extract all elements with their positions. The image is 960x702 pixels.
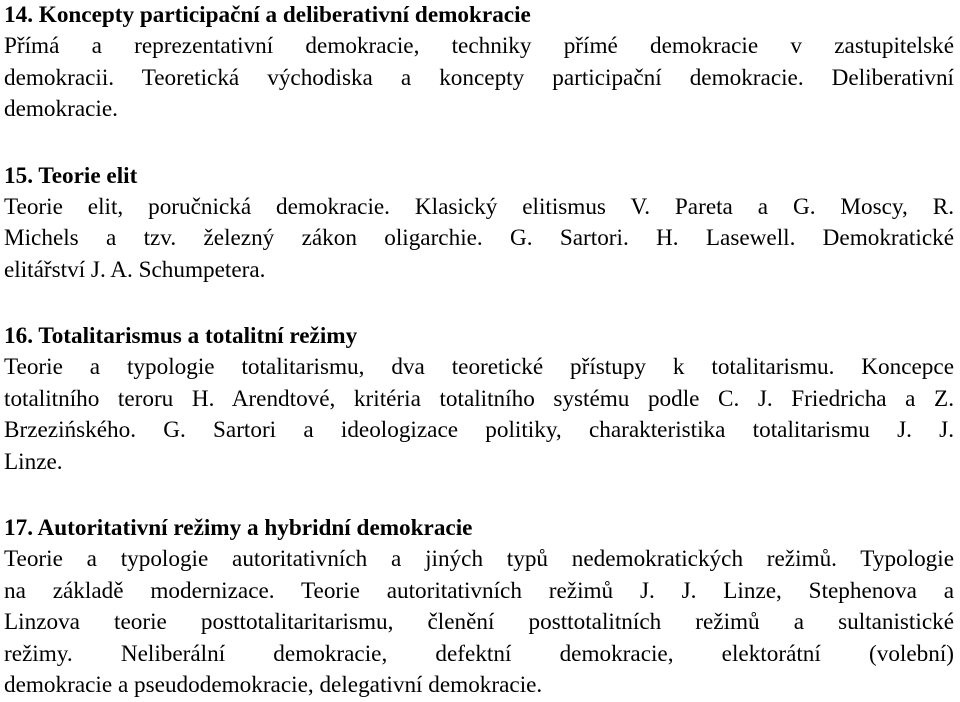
paragraph-line: elitářství J. A. Schumpetera. [4,256,266,283]
paragraph-line: Linze. [4,448,63,475]
paragraph-line: Přímá a reprezentativní demokracie, techniky přímé demokracie v zastupitelské [4,33,954,59]
section-15 [4,161,954,287]
paragraph-line: režimy. Neliberální demokracie, defektní demokracie, elektorátní (volební) [4,640,954,667]
paragraph-line: Teorie a typologie totalitarismu, dva teoretické přístupy k totalitarismu. Koncepce [4,354,954,380]
section-14 [4,0,954,126]
paragraph-line: demokracie. [4,96,118,122]
paragraph-line: Linzova teorie posttotalitaritarismu, členění posttotalitních režimů a sultanistické [4,609,954,635]
section-17 [4,513,954,702]
section-heading: 15. Teorie elit [4,162,138,189]
paragraph-line: Teorie a typologie autoritativních a jiných typů nedemokratických režimů. Typologie [4,546,954,572]
paragraph-line: Teorie elit, poručnická demokracie. Klasický elitismus V. Pareta a G. Moscy, R. [4,193,954,220]
paragraph-line: totalitního teroru H. Arendtové, kritéria totalitního systému podle C. J. Friedricha a Z. [4,385,954,412]
section-heading: 17. Autoritativní režimy a hybridní demokracie [4,515,473,541]
paragraph-line: demokracii. Teoretická východiska a koncepty participační demokracie. Deliberativní [4,64,954,91]
paragraph-line: na základě modernizace. Teorie autoritativních režimů J. J. Linze, Stephenova a [4,577,954,604]
paragraph-line: demokracie a pseudodemokracie, delegativní demokracie. [4,672,543,698]
section-heading: 16. Totalitarismus a totalitní režimy [4,323,358,349]
paragraph-line: Michels a tzv. železný zákon oligarchie. G. Sartori. H. Lasewell. Demokratické [4,225,954,251]
section-16 [4,321,954,478]
section-heading: 14. Koncepty participační a deliberativní demokracie [4,2,531,28]
paragraph-line: Brzezińského. G. Sartori a ideologizace politiky, charakteristika totalitarismu J. J. [4,417,954,443]
